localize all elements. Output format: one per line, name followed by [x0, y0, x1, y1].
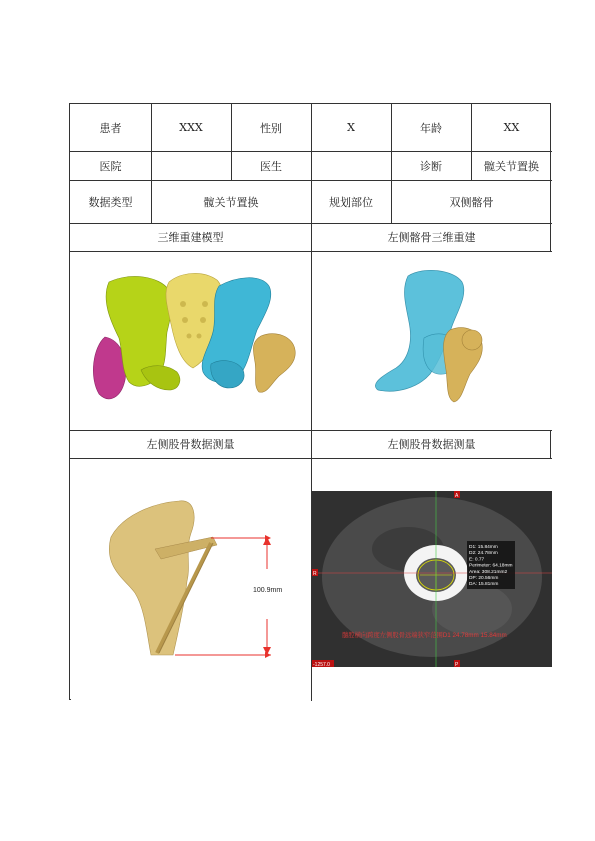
diagnosis-label: 诊断	[420, 159, 442, 173]
diagnosis-value: 髋关节置换	[484, 159, 539, 173]
age-value: XX	[503, 121, 520, 134]
patient-value: XXX	[179, 121, 203, 134]
hospital-label: 医院	[99, 159, 122, 173]
hospital-value	[151, 151, 231, 180]
ct-measurement-line: DP: 20.56mm	[469, 576, 499, 581]
section-femur-ct-title: 左侧股骨数据测量	[387, 438, 476, 451]
ct-window-value: -1257.0	[313, 662, 330, 668]
ct-marker-bottom: P	[455, 662, 459, 668]
plan-site-value: 双侧髂骨	[449, 195, 494, 209]
ct-measurement-line: Perimeter: 64.18mm	[469, 563, 513, 569]
patient-label: 患者	[99, 121, 122, 135]
gender-label: 性别	[260, 121, 282, 135]
section-3d-model-title: 三维重建模型	[157, 231, 224, 244]
data-type-value: 髋关节置换	[203, 195, 259, 209]
left-ilium-3d-image	[312, 252, 552, 430]
doctor-value	[311, 151, 391, 180]
ct-measurement-line: D1: 15.84mm	[469, 545, 498, 550]
section-femur-measure-title: 左侧股骨数据测量	[146, 438, 235, 451]
ct-marker-left: R	[313, 571, 317, 577]
data-type-label: 数据类型	[88, 195, 133, 209]
ct-slice-image	[312, 459, 552, 700]
ct-measurement-line: D2: 24.78mm	[469, 551, 498, 557]
ct-measurement-line: E: 0.77	[469, 557, 485, 563]
section-left-ilium-title: 左侧髂骨三维重建	[387, 231, 476, 244]
report-table	[69, 103, 551, 700]
doctor-label: 医生	[260, 159, 282, 173]
femur-3d-measure-image	[71, 459, 311, 700]
gender-value: X	[347, 121, 355, 134]
ct-measurement-line: DA: 15.81mm	[469, 582, 499, 588]
age-label: 年龄	[420, 121, 442, 135]
plan-site-label: 规划部位	[329, 195, 373, 209]
pelvis-3d-image	[71, 252, 311, 430]
ct-marker-top: A	[455, 493, 459, 499]
ct-caption: 髓腔横向跨度左侧股骨远端狭窄范围D1 24.78mm 15.84mm	[342, 632, 507, 639]
femur-length-label: 100.9mm	[253, 587, 283, 594]
ct-measurement-line: Area: 308.21mm2	[469, 569, 508, 575]
